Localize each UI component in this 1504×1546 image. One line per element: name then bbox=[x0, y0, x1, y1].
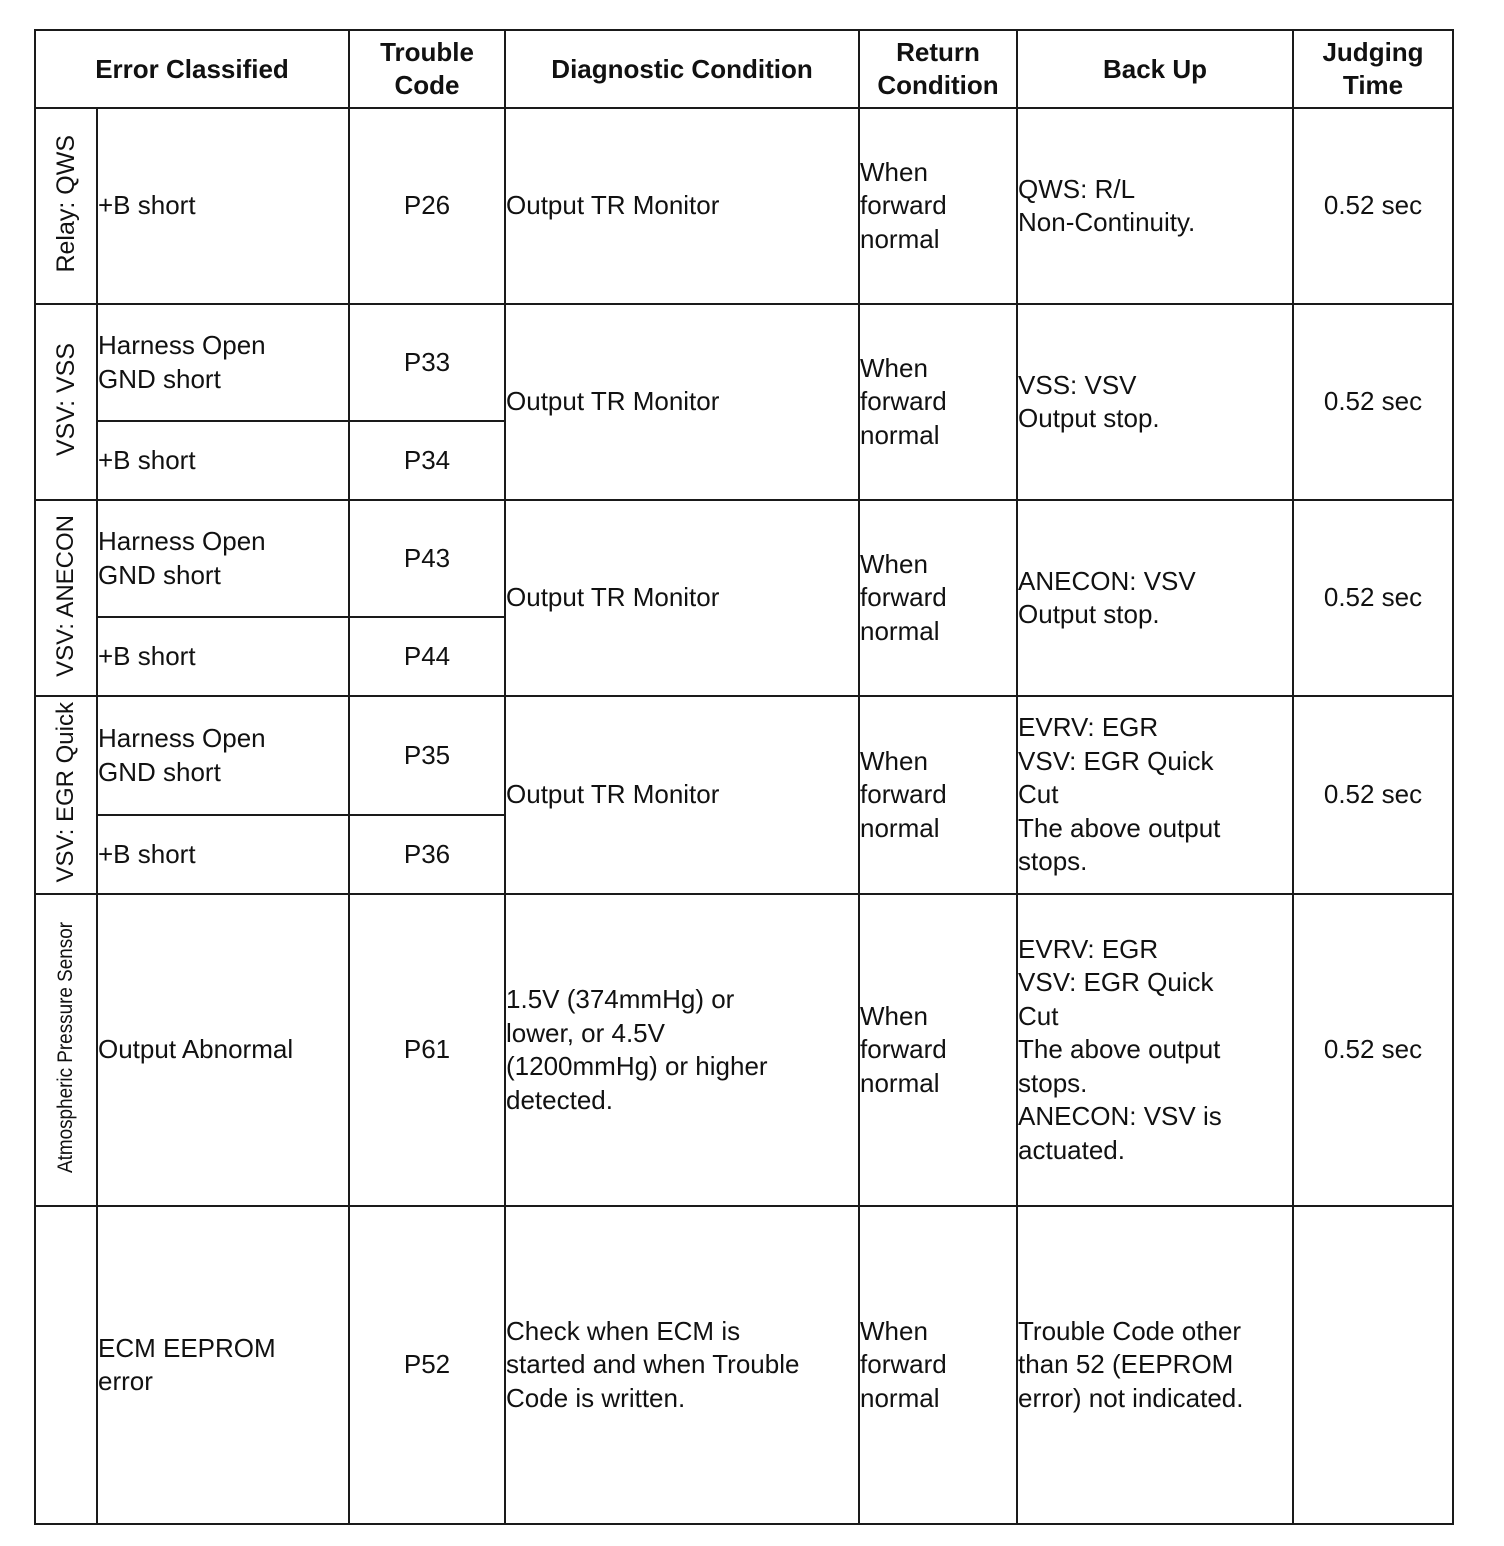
table-row bbox=[35, 500, 1453, 617]
return-cell: When forward normal bbox=[859, 304, 1017, 500]
group-label-cell bbox=[35, 696, 97, 894]
trouble-code-cell: P35 bbox=[349, 696, 505, 815]
error-cell: +B short bbox=[97, 108, 349, 304]
error-cell: Harness Open GND short bbox=[97, 500, 349, 617]
error-cell: Output Abnormal bbox=[97, 894, 349, 1206]
backup-cell: VSS: VSV Output stop. bbox=[1017, 304, 1293, 500]
trouble-code-cell: P34 bbox=[349, 421, 505, 500]
group-label-cell bbox=[35, 1206, 97, 1524]
trouble-code-cell: P44 bbox=[349, 617, 505, 696]
judging-time-cell: 0.52 sec bbox=[1293, 108, 1453, 304]
error-cell: Harness Open GND short bbox=[97, 696, 349, 815]
diagnostic-cell: Output TR Monitor bbox=[505, 108, 859, 304]
judging-time-cell: 0.52 sec bbox=[1293, 696, 1453, 894]
table-row bbox=[35, 696, 1453, 815]
header-back-up: Back Up bbox=[1017, 30, 1293, 108]
backup-cell: ANECON: VSV Output stop. bbox=[1017, 500, 1293, 696]
header-diagnostic-condition: Diagnostic Condition bbox=[505, 30, 859, 108]
group-label: VSV: EGR Quick bbox=[52, 702, 79, 883]
error-cell: +B short bbox=[97, 421, 349, 500]
table-row bbox=[35, 304, 1453, 421]
group-label-cell bbox=[35, 108, 97, 304]
judging-time-cell: 0.52 sec bbox=[1293, 304, 1453, 500]
trouble-code-cell: P33 bbox=[349, 304, 505, 421]
header-trouble-code: Trouble Code bbox=[349, 30, 505, 108]
diagnostic-cell: Output TR Monitor bbox=[505, 500, 859, 696]
backup-cell: EVRV: EGR VSV: EGR Quick Cut The above output stops. bbox=[1017, 696, 1293, 894]
diagnostic-cell: Check when ECM is started and when Trouble Code is written. bbox=[505, 1206, 859, 1524]
diagnostic-cell: Output TR Monitor bbox=[505, 696, 859, 894]
trouble-code-cell: P61 bbox=[349, 894, 505, 1206]
trouble-code-cell: P26 bbox=[349, 108, 505, 304]
return-cell: When forward normal bbox=[859, 1206, 1017, 1524]
group-label-cell bbox=[35, 304, 97, 500]
group-label-cell bbox=[35, 500, 97, 696]
return-cell: When forward normal bbox=[859, 696, 1017, 894]
return-cell: When forward normal bbox=[859, 894, 1017, 1206]
table-row bbox=[35, 108, 1453, 304]
group-label: Atmospheric Pressure Sensor bbox=[54, 921, 77, 1174]
error-code-table bbox=[34, 29, 1454, 1525]
header-return-condition: Return Condition bbox=[859, 30, 1017, 108]
trouble-code-cell: P52 bbox=[349, 1206, 505, 1524]
header-error-classified: Error Classified bbox=[35, 30, 349, 108]
judging-time-cell: 0.52 sec bbox=[1293, 894, 1453, 1206]
error-cell: +B short bbox=[97, 815, 349, 894]
trouble-code-cell: P43 bbox=[349, 500, 505, 617]
backup-cell: Trouble Code other than 52 (EEPROM error) not indicated. bbox=[1017, 1206, 1293, 1524]
backup-cell: QWS: R/L Non-Continuity. bbox=[1017, 108, 1293, 304]
backup-cell: EVRV: EGR VSV: EGR Quick Cut The above output stops. ANECON: VSV is actuated. bbox=[1017, 894, 1293, 1206]
judging-time-cell: 0.52 sec bbox=[1293, 500, 1453, 696]
diagnostic-cell: 1.5V (374mmHg) or lower, or 4.5V (1200mmHg) or higher detected. bbox=[505, 894, 859, 1206]
header-judging-time: Judging Time bbox=[1293, 30, 1453, 108]
error-cell: ECM EEPROM error bbox=[97, 1206, 349, 1524]
error-cell: +B short bbox=[97, 617, 349, 696]
diagnostic-cell: Output TR Monitor bbox=[505, 304, 859, 500]
group-label-cell bbox=[35, 894, 97, 1206]
return-cell: When forward normal bbox=[859, 108, 1017, 304]
table-row bbox=[35, 894, 1453, 1206]
error-cell: Harness Open GND short bbox=[97, 304, 349, 421]
judging-time-cell bbox=[1293, 1206, 1453, 1524]
return-cell: When forward normal bbox=[859, 500, 1017, 696]
header-row bbox=[35, 30, 1453, 108]
group-label: Relay: QWS bbox=[52, 134, 80, 273]
table-row bbox=[35, 1206, 1453, 1524]
group-label: VSV: ANECON bbox=[52, 514, 79, 677]
trouble-code-cell: P36 bbox=[349, 815, 505, 894]
group-label: VSV: VSS bbox=[52, 342, 80, 456]
